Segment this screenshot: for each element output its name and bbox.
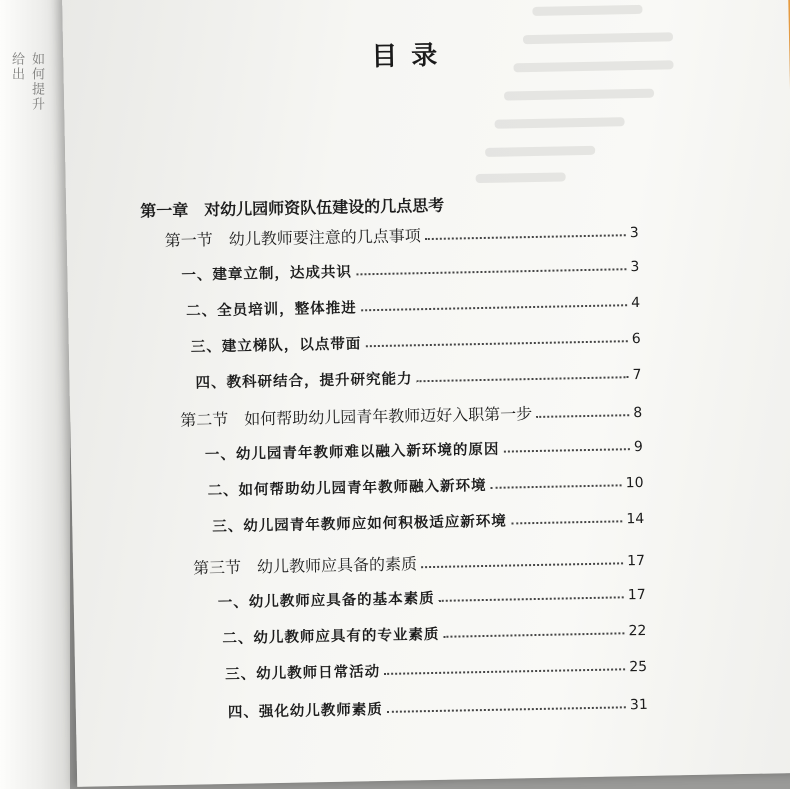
page-paper (62, 0, 790, 787)
toc-entry-label: 一、幼儿园青年教师难以融入新环境的原因 (204, 440, 500, 464)
toc-section-row (180, 399, 642, 431)
toc-page-number: 3 (630, 258, 640, 276)
toc-item-row (181, 255, 639, 285)
toc-title: 目录 (371, 40, 452, 73)
bleed-through-text (62, 0, 790, 192)
toc-page-number: 6 (631, 330, 641, 348)
toc-item-row (212, 507, 644, 536)
toc-item-row (191, 327, 641, 357)
toc-page-number: 3 (629, 224, 639, 242)
toc-entry-label: 三、幼儿园青年教师应如何积极适应新环境 (212, 512, 507, 536)
toc-leader-dots (503, 447, 630, 452)
toc-page-number: 14 (626, 510, 645, 528)
chapter-label: 第一章 对幼儿园师资队伍建设的几点思考 (140, 195, 445, 221)
toc-entry-label: 二、全员培训，整体推进 (185, 299, 357, 320)
toc-item-row (225, 655, 647, 684)
toc-leader-dots (443, 631, 624, 637)
toc-entry-label: 一、建章立制，达成共识 (181, 263, 353, 284)
toc-leader-dots (416, 375, 628, 382)
toc-page-number: 10 (625, 474, 644, 492)
toc-section-row (193, 547, 645, 579)
toc-leader-dots (361, 303, 628, 311)
toc-entry-label: 二、如何帮助幼儿园青年教师融入新环境 (207, 476, 487, 500)
toc-leader-dots (536, 413, 629, 418)
toc-entry-label: 第二节 如何帮助幼儿园青年教师迈好入职第一步 (180, 404, 533, 430)
toc-entry-label: 第三节 幼儿教师应具备的素质 (192, 554, 418, 578)
left-page (0, 0, 70, 789)
toc-leader-dots (356, 267, 627, 275)
toc-leader-dots (439, 595, 624, 602)
toc-page-number: 22 (628, 622, 647, 640)
toc-entry-label: 四、强化幼儿教师素质 (227, 700, 383, 721)
toc-page-number: 8 (633, 404, 643, 422)
toc-page-number: 4 (631, 294, 641, 312)
toc-item-row (222, 619, 646, 648)
left-page-text: 如何提升给出 (9, 52, 44, 112)
toc-leader-dots (425, 233, 626, 240)
toc-leader-dots (421, 561, 623, 568)
toc-item-row (228, 693, 648, 722)
toc-entry-label: 四、教科研结合，提升研究能力 (195, 370, 413, 392)
toc-section-row (165, 219, 639, 251)
toc-page-number: 9 (633, 438, 643, 456)
toc-item-row (207, 471, 643, 500)
toc-entry-label: 三、幼儿教师日常活动 (224, 663, 381, 683)
toc-page-number: 7 (632, 366, 642, 384)
toc-leader-dots (491, 483, 622, 489)
toc-page-number: 25 (629, 658, 648, 676)
toc-entry-label: 第一节 幼儿教师要注意的几点事项 (164, 226, 421, 251)
toc-leader-dots (365, 339, 628, 347)
toc-leader-dots (384, 667, 625, 675)
toc-entry-label: 一、幼儿教师应具备的基本素质 (217, 589, 435, 612)
toc-item-row (205, 435, 643, 464)
toc-item-row (195, 363, 641, 393)
toc-item-row (218, 583, 646, 612)
toc-page-number: 17 (627, 552, 646, 570)
toc-entry-label: 三、建立梯队，以点带面 (190, 335, 362, 356)
book-page (62, 0, 790, 787)
toc-page-number: 31 (629, 696, 648, 714)
toc-leader-dots (387, 705, 626, 713)
toc-leader-dots (511, 519, 623, 524)
toc-entry-label: 二、幼儿教师应具有的专业素质 (222, 625, 440, 648)
toc-item-row (186, 291, 640, 321)
toc-page-number: 17 (627, 586, 646, 604)
toc-chapter (140, 192, 480, 222)
